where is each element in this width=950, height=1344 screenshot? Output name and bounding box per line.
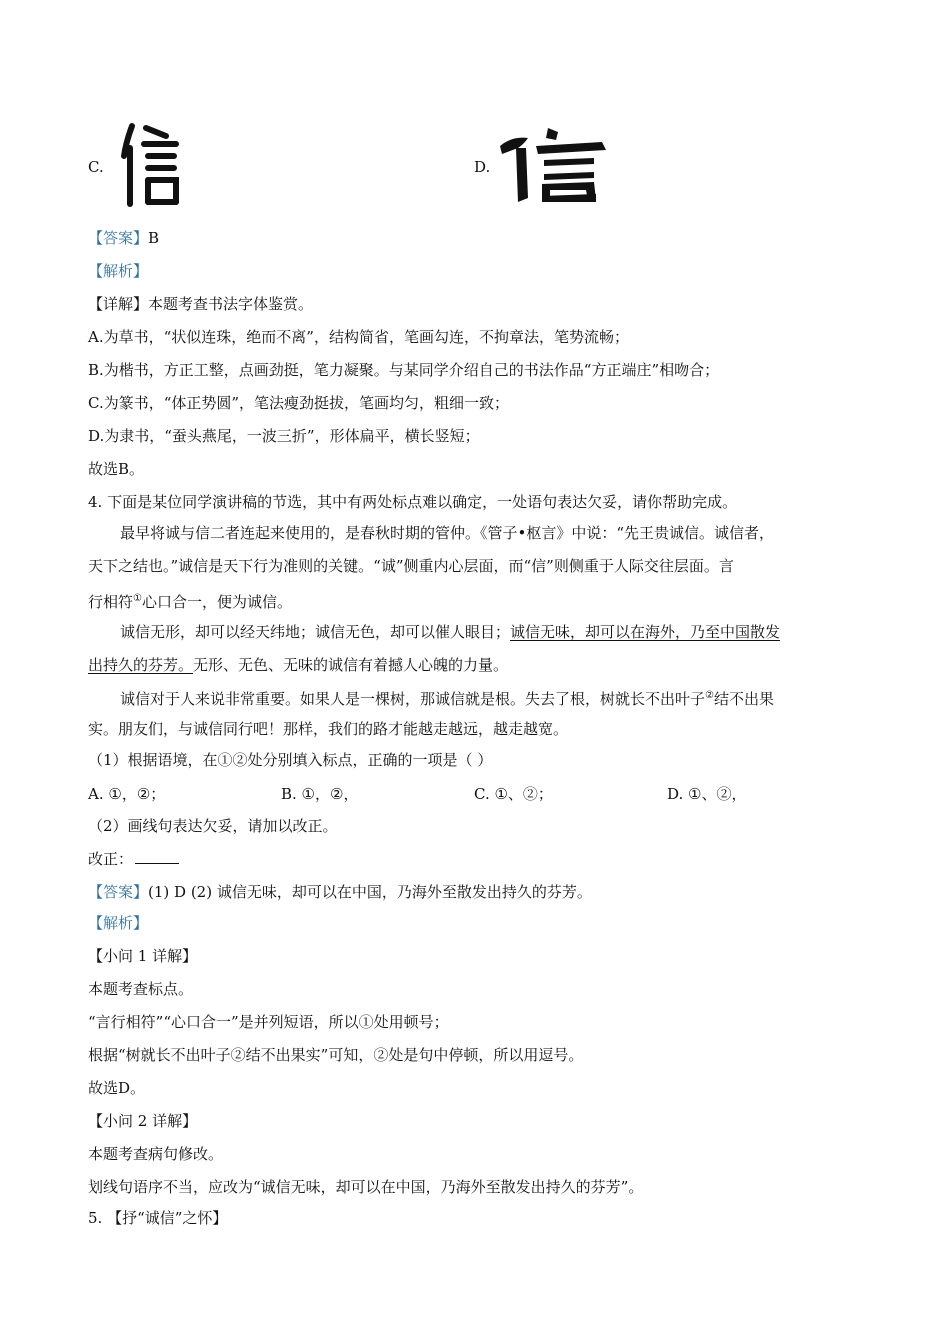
text: 无形、无色、无味的诚信有着撼人心魄的力量。 — [193, 656, 509, 674]
analysis-tag: 【解析】 — [88, 914, 149, 932]
q3-detail: 【详解】本题考查书法字体鉴赏。 — [88, 295, 314, 313]
underlined-sentence: 诚信无味，却可以在海外，乃至中国散发 — [510, 623, 781, 641]
answer-tag: 【答案】 — [88, 883, 149, 901]
passage-p2-line1 — [120, 622, 780, 642]
q4-option-a: A. ①，②； — [88, 785, 166, 803]
blank-marker-1: ① — [133, 593, 142, 604]
answer-value: (1) D (2) 诚信无味，却可以在中国，乃海外至散发出持久的芬芳。 — [148, 883, 592, 901]
passage-p2-line2 — [88, 655, 508, 675]
text: 心口合一，便为诚信。 — [141, 593, 292, 611]
q3-option-d-explanation: D.为隶书，“蚕头燕尾，一波三折”，形体扁平，横长竖短； — [88, 427, 480, 445]
option-c-label: C. — [88, 158, 104, 176]
q4-sub2-prompt: （2）画线句表达欠妥，请加以改正。 — [88, 817, 338, 835]
passage-p3-line1 — [120, 686, 774, 709]
fill-blank — [135, 849, 179, 864]
fix-label: 改正： — [88, 850, 134, 868]
option-d-label: D. — [474, 158, 491, 176]
q3-option-c-explanation: C.为篆书，“体正势圆”，笔法瘦劲挺拔，笔画均匀，粗细一致； — [88, 394, 510, 412]
answer-value: B — [148, 229, 160, 247]
q4-option-d: D. ①、②， — [667, 785, 747, 803]
blank-marker-2: ② — [705, 690, 714, 701]
subquestion-1-line4: 故选D。 — [88, 1079, 146, 1097]
subquestion-1-line2: “言行相符”“心口合一”是并列短语，所以①处用顿号； — [88, 1013, 449, 1031]
text: 行相符 — [88, 593, 134, 611]
passage-p1-line3 — [88, 589, 292, 612]
q3-option-b-explanation: B.为楷书，方正工整，点画劲挺，笔力凝聚。与某同学介绍自己的书法作品“方正端庄”相吻合； — [88, 361, 720, 379]
q4-answer — [88, 882, 592, 902]
q5-title: 5. 【抒“诚信”之怀】 — [88, 1209, 228, 1227]
q3-option-a-explanation: A.为草书，“状似连珠，绝而不离”，结构简省，笔画勾连，不拘章法，笔势流畅； — [88, 328, 629, 346]
subquestion-2-line2: 划线句语序不当，应改为“诚信无味，却可以在中国，乃海外至散发出持久的芬芳”。 — [88, 1178, 644, 1196]
subquestion-1-line1: 本题考查标点。 — [88, 980, 194, 998]
passage-p3-line2: 实。朋友们，与诚信同行吧！那样，我们的路才能越走越远，越走越宽。 — [88, 720, 569, 738]
subquestion-1-line3: 根据“树就长不出叶子②结不出果实”可知，②处是句中停顿，所以用逗号。 — [88, 1046, 584, 1064]
subquestion-2-line1: 本题考查病句修改。 — [88, 1145, 224, 1163]
q4-option-c: C. ①、②； — [474, 785, 553, 803]
passage-p1-line1: 最早将诚与信二者连起来使用的，是春秋时期的管仲。《管子•枢言》中说：“先王贵诚信。诚信者， — [120, 524, 775, 542]
q4-option-b: B. ①，②， — [281, 785, 359, 803]
q3-conclusion: 故选B。 — [88, 460, 145, 478]
text: 诚信无形，却可以经天纬地；诚信无色，却可以催人眼目； — [120, 623, 511, 641]
passage-p1-line2: 天下之结也。”诚信是天下行为准则的关键。“诚”侧重内心层面，而“信”则侧重于人际交往层面。言 — [88, 557, 734, 575]
seal-script-xin-image — [118, 122, 184, 208]
text: 结不出果 — [713, 690, 774, 708]
clerical-script-xin-image — [498, 124, 610, 204]
underlined-sentence: 出持久的芬芳。 — [88, 656, 194, 674]
q4-fix-line — [88, 849, 179, 869]
subquestion-2-tag: 【小问 2 详解】 — [88, 1112, 198, 1130]
analysis-tag: 【解析】 — [88, 262, 149, 280]
q4-stem: 4. 下面是某位同学演讲稿的节选，其中有两处标点难以确定，一处语句表达欠妥，请你帮助完成。 — [88, 493, 738, 511]
q4-sub1-prompt: （1）根据语境，在①②处分别填入标点，正确的一项是（ ） — [88, 751, 493, 769]
text: 诚信对于人来说非常重要。如果人是一棵树，那诚信就是根。失去了根，树就长不出叶子 — [120, 690, 706, 708]
subquestion-1-tag: 【小问 1 详解】 — [88, 947, 198, 965]
answer-tag: 【答案】 — [88, 229, 149, 247]
q3-answer — [88, 228, 159, 248]
